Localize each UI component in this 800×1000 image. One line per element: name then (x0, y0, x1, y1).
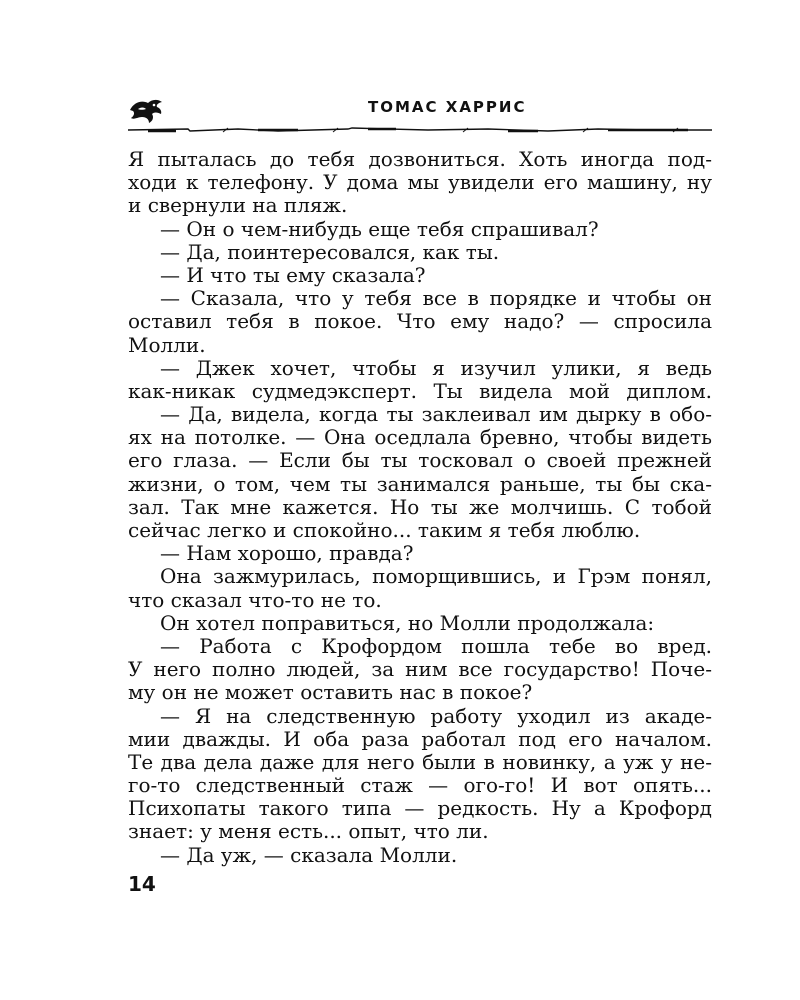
text-line: как-никак судмедэксперт. Ты видела мой диплом. (128, 379, 712, 403)
text-line: Психопаты такого типа — редкость. Ну а Крофорд (128, 797, 712, 821)
text-line: — Он о чем-нибудь еще тебя спрашивал? (160, 216, 599, 241)
text-line: его глаза. — Если бы ты тосковал о своей прежней (128, 449, 712, 473)
text-line: зал. Так мне кажется. Но ты же молчишь. С тобой (128, 495, 712, 519)
text-line: — Да уж, — сказала Молли. (160, 842, 458, 867)
text-line: — Да, поинтересовался, как ты. (160, 239, 500, 264)
text-line: — И что ты ему сказала? (160, 262, 426, 287)
text-line: У него полно людей, за ним все государство! Поче- (128, 658, 712, 682)
text-line: Те два дела даже для него были в новинку, а уж у не- (128, 750, 712, 774)
text-line: сейчас легко и спокойно... таким я тебя люблю. (128, 518, 641, 542)
text-line: мии дважды. И оба раза работал под его началом. (128, 727, 712, 751)
text-line: — Я на следственную работу уходил из акаде- (160, 704, 712, 728)
text-line: го-то следственный стаж — ого-го! И вот опять... (128, 774, 712, 798)
body-text (128, 148, 712, 867)
text-line: оставил тебя в покое. Что ему надо? — спросила (128, 310, 712, 334)
running-title: ТОМАС ХАРРИС (368, 98, 527, 116)
text-line: Он хотел поправиться, но Молли продолжала: (160, 610, 655, 635)
text-line: ходи к телефону. У дома мы увидели его машину, ну (128, 171, 712, 195)
text-line: Я пыталась до тебя дозвониться. Хоть иногда под- (128, 148, 712, 171)
text-line: Она зажмурилась, поморщившись, и Грэм понял, (160, 565, 712, 589)
text-line: — Нам хорошо, правда? (160, 541, 414, 566)
text-line: — Сказала, что у тебя все в порядке и чтобы он (160, 287, 712, 311)
running-header (128, 96, 712, 136)
text-line: ях на потолке. — Она оседлала бревно, чтобы видеть (128, 426, 712, 450)
text-line: что сказал что-то не то. (128, 587, 382, 612)
text-line: знает: у меня есть... опыт, что ли. (128, 819, 489, 844)
text-line: — Да, видела, когда ты заклеивал им дырку в обо- (160, 403, 712, 427)
text-line: жизни, о том, чем ты занимался раньше, ты бы ска- (128, 472, 712, 496)
header-rule (128, 126, 712, 134)
text-line: — Джек хочет, чтобы я изучил улики, я ведь (160, 356, 712, 380)
text-line: — Работа с Крофордом пошла тебе во вред. (160, 634, 712, 658)
text-line: Молли. (128, 332, 206, 357)
page-number: 14 (128, 872, 156, 896)
text-line: му он не может оставить нас в покое? (128, 680, 533, 705)
dragon-emblem-icon (128, 96, 164, 126)
text-line: и свернули на пляж. (128, 193, 348, 218)
